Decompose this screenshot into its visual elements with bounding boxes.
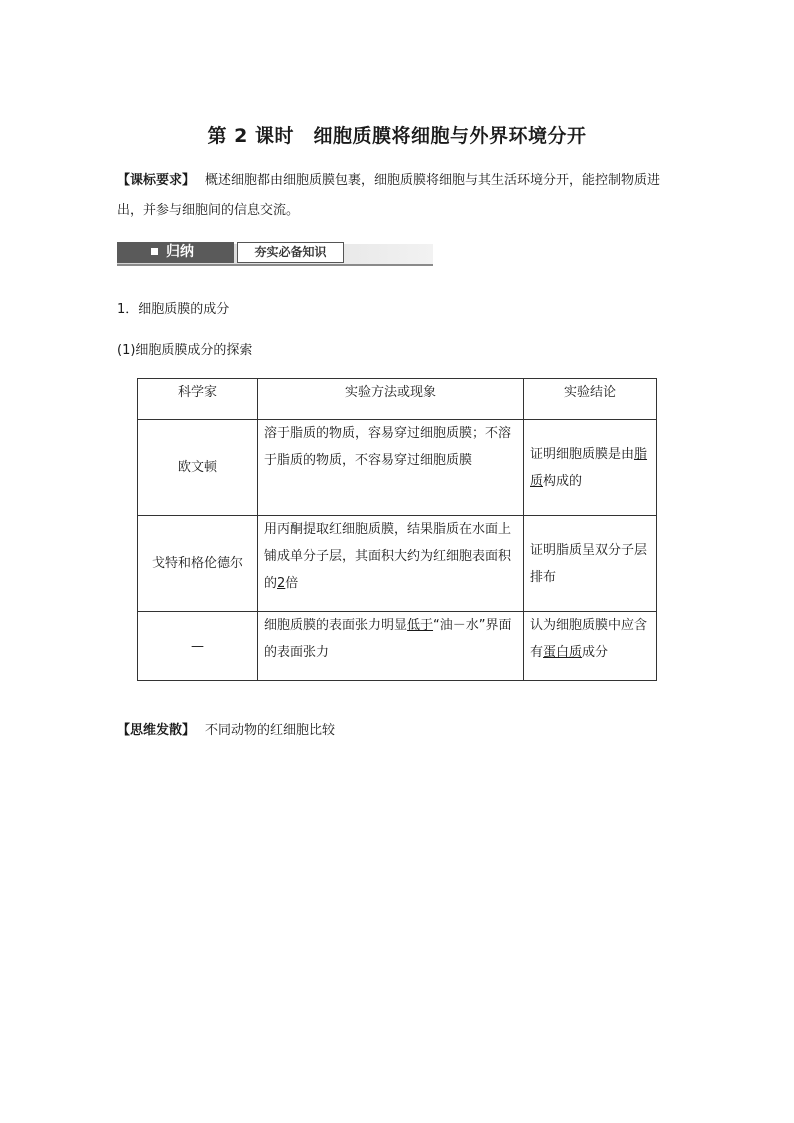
banner-sub-label: 夯实必备知识 [237, 242, 344, 263]
square-icon [151, 248, 158, 255]
section-heading: 1．细胞质膜的成分 [117, 302, 230, 317]
conclusion-text: 成分 [582, 645, 609, 660]
table-row [138, 516, 657, 612]
banner-label-block [117, 242, 234, 263]
thinking-tag: 【思维发散】 [117, 723, 196, 738]
conclusion-cell [524, 612, 657, 681]
scientist-cell: — [138, 612, 258, 681]
scientist-cell: 戈特和格伦德尔 [138, 516, 258, 612]
key-answer: 2 [277, 576, 286, 591]
table-row [138, 420, 657, 516]
header-cell: 科学家 [138, 379, 258, 420]
scientist-cell: 欧文顿 [138, 420, 258, 516]
thinking-line [117, 719, 335, 738]
experiment-table [137, 378, 657, 681]
thinking-text: 不同动物的红细胞比较 [205, 723, 336, 738]
conclusion-text: 构成的 [543, 473, 583, 489]
banner-underline [117, 264, 433, 266]
method-text: 用丙酮提取红细胞质膜，结果脂质在水面上铺成单分子层，其面积大约为红细胞表面积的 [264, 522, 512, 591]
method-cell: 溶于脂质的物质，容易穿过细胞质膜；不溶于脂质的物质，不容易穿过细胞质膜 [258, 420, 524, 516]
table-header-row [138, 379, 657, 420]
page-title: 第 2 课时 细胞质膜将细胞与外界环境分开 [207, 125, 587, 147]
method-text: 倍 [285, 576, 299, 591]
method-cell [258, 612, 524, 681]
conclusion-cell [524, 420, 657, 516]
table-row [138, 612, 657, 681]
key-answer: 低于 [407, 618, 434, 633]
standard-paragraph [117, 166, 683, 226]
conclusion-text: 证明细胞质膜是由 [530, 446, 635, 462]
conclusion-text: 认为细胞质膜中应含有 [530, 618, 648, 660]
method-text: “油－水”界面的表面张力 [264, 618, 512, 660]
key-answer: 脂质 [530, 446, 648, 489]
subsection-heading: (1)细胞质膜成分的探索 [117, 343, 253, 358]
standard-tag: 【课标要求】 [117, 173, 196, 188]
method-cell [258, 516, 524, 612]
method-text: 细胞质膜的表面张力明显 [264, 618, 408, 633]
section-banner [117, 240, 433, 267]
header-cell: 实验结论 [524, 379, 657, 420]
key-answer: 蛋白质 [543, 645, 583, 660]
standard-text: 概述细胞都由细胞质膜包裹，细胞质膜将细胞与其生活环境分开，能控制物质进出，并参与细胞间的信息交流。 [117, 173, 661, 218]
banner-label: 归纳 [166, 244, 194, 260]
conclusion-cell: 证明脂质呈双分子层排布 [524, 516, 657, 612]
header-cell: 实验方法或现象 [258, 379, 524, 420]
